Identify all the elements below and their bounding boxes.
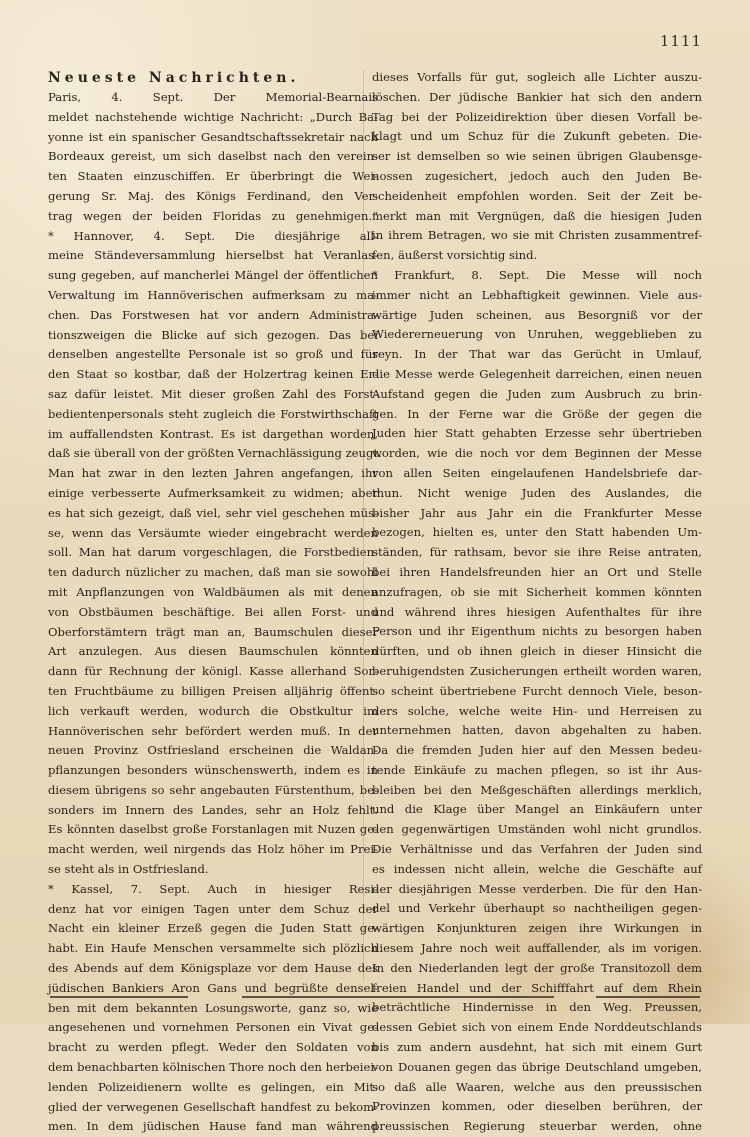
text-line: des Abends auf dem Königsplaze vor dem Hause des [48,961,378,976]
text-line: Die Verhältnisse und das Verfahren der Juden sind [372,842,702,857]
text-line: beträchtliche Hindernisse in den Weg. Preussen, [372,1000,702,1015]
text-line: In den Niederlanden legt der große Transitozoll dem [372,960,702,975]
text-line: von Obstbäumen beschäftige. Bei allen Forst- und [48,604,378,619]
text-line: worden, wie die noch vor dem Beginnen der Messe [372,446,702,461]
text-line: gen. In der Ferne war die Größe der gegen die [372,406,702,421]
text-line: neuen Provinz Ostfriesland erscheinen die Waldan- [48,743,378,758]
text-line: nossen zugesichert, jedoch auch den Juden Be- [372,168,702,183]
text-line: Nacht ein kleiner Erzeß gegen die Juden Statt ge- [48,921,378,936]
text-line: den Staat so kostbar, daß der Holzertrag keinen Er- [48,367,378,382]
text-line: dann für Rechnung der königl. Kasse allerhand Sor- [48,664,378,679]
section-heading: Neueste Nachrichten. [48,70,300,86]
text-line: dem benachbarten kölnischen Thore noch den herbeiei- [48,1060,378,1075]
text-line: scheidenheit empfohlen worden. Seit der Zeit be- [372,188,702,203]
text-line: und während ihres hiesigen Aufenthaltes für ihre [372,604,702,619]
text-line: saz dafür leistet. Mit dieser großen Zahl des Forst- [48,386,378,401]
text-line: klagt und um Schuz für die Zukunft gebeten. Die- [372,129,702,144]
text-line: jüdischen Bankiers Aron Gans und begrüßte densel- [48,980,378,995]
text-line: beruhigendsten Zusicherungen ertheilt worden waren, [372,663,702,678]
text-line: macht werden, weil nirgends das Holz höher im Prei- [48,842,378,857]
text-line: meine Ständeversammlung hierselbst hat Veranlas- [48,248,378,263]
text-line: von allen Seiten eingelaufenen Handelsbriefe dar- [372,465,702,480]
text-line: tionszweigen die Blicke auf sich gezogen. Das bei [48,327,378,342]
text-line: trag wegen der beiden Floridas zu genehmigen.“ [48,208,378,223]
text-line: sonders im Innern des Landes, sehr an Holz fehlt. [48,802,378,817]
text-line: anzufragen, ob sie mit Sicherheit kommen könnten [372,584,702,599]
text-line: ten Staaten einzuschiffen. Er überbringt die Wei- [48,169,378,184]
text-line: bei ihren Handelsfreunden hier an Ort und Stelle [372,564,702,579]
footer-rule-left [50,996,188,998]
text-line: es hat sich gezeigt, daß viel, sehr viel geschehen müs- [48,505,378,520]
text-line: chen. Das Forstwesen hat vor andern Administra- [48,307,378,322]
text-line: freien Handel und der Schifffahrt auf dem Rhein [372,980,702,995]
text-line: und die Klage über Mangel an Einkäufern unter [372,802,702,817]
text-line: * Hannover, 4. Sept. Die diesjährige all- [48,228,378,243]
text-line: mit Anpflanzungen von Waldbäumen als mit denen [48,584,378,599]
text-line: wärtigen Konjunkturen zeigen ihre Wirkungen in [372,921,702,936]
text-line: so daß alle Waaren, welche aus den preussischen [372,1079,702,1094]
text-line: se steht als in Ostfriesland. [48,862,209,877]
text-line: Provinzen kommen, oder dieselben berühren, der [372,1099,702,1114]
text-line: löschen. Der jüdische Bankier hat sich den andern [372,89,702,104]
text-line: diesem Jahre noch weit auffallender, als im vorigen. [372,941,702,956]
text-line: wärtige Juden scheinen, aus Besorgniß vor der [372,307,702,322]
footer-rule-right [596,996,700,998]
text-line: daß sie überall von der größten Vernachlässigung zeugt. [48,446,382,461]
text-line: ten Fruchtbäume zu billigen Preisen alljährig öffent- [48,683,378,698]
text-line: gerung Sr. Maj. des Königs Ferdinand, den Ver- [48,188,378,203]
text-line: pflanzungen besonders wünschenswerth, indem es in [48,763,378,778]
text-line: Aufstand gegen die Juden zum Ausbruch zu brin- [372,386,702,401]
text-line: Man hat zwar in den lezten Jahren angefangen, ihr [48,466,378,481]
text-line: diesem übrigens so sehr angebauten Fürstenthum, be- [48,782,378,797]
text-line: Person und ihr Eigenthum nichts zu besorgen haben [372,624,702,639]
text-line: Oberforstämtern trägt man an, Baumschulen dieser [48,624,378,639]
text-line: Es könnten daselbst große Forstanlagen mit Nuzen ge- [48,822,378,837]
text-line: habt. Ein Haufe Menschen versammelte sich plözlich [48,941,378,956]
text-line: ständen, für rathsam, bevor sie ihre Reise antraten, [372,545,702,560]
text-line: Art anzulegen. Aus diesen Baumschulen könnten [48,644,378,659]
text-line: ben mit dem bekannten Losungsworte, ganz so, wie [48,1000,378,1015]
text-line: einige verbesserte Aufmerksamkeit zu widmen; aber [48,485,378,500]
text-line: meldet nachstehende wichtige Nachricht: „Durch Ba- [48,109,378,124]
text-line: denz hat vor einigen Tagen unter dem Schuz der [48,901,378,916]
text-line: lich verkauft werden, wodurch die Obstkultur im [48,703,378,718]
text-line: unternehmen hatten, davon abgehalten zu haben. [372,723,702,738]
text-line: fen, äußerst vorsichtig sind. [372,248,538,263]
text-line: * Kassel, 7. Sept. Auch in hiesiger Resi- [48,881,378,896]
text-line: del und Verkehr überhaupt so nachtheiligen gegen- [372,901,702,916]
text-line: von Douanen gegen das übrige Deutschland umgeben, [372,1059,702,1074]
text-line: ser ist demselben so wie seinen übrigen Glaubensge- [372,149,702,164]
text-line: die Messe werde Gelegenheit darreichen, einen neuen [372,366,702,381]
text-line: seyn. In der That war das Gerücht in Umlauf, [372,347,702,362]
text-line: bisher Jahr aus Jahr ein die Frankfurter Messe [372,505,702,520]
text-line: Bordeaux gereist, um sich daselbst nach den verein- [48,149,378,164]
text-line: den gegenwärtigen Umständen wohl nicht grundlos. [372,822,702,837]
left-column [48,68,382,1137]
text-line: Hannöverischen sehr befördert werden muß. In der [48,723,378,738]
text-line: so scheint übertriebene Furcht dennoch Viele, beson- [372,683,702,698]
text-line: bleiben bei den Meßgeschäften allerdings merklich, [372,782,702,797]
text-line: Paris, 4. Sept. Der Memorial-Bearnais [48,90,378,104]
text-line: soll. Man hat darum vorgeschlagen, die Forstbedien- [48,545,378,560]
text-line: se, wenn das Versäumte wieder eingebracht werden [48,525,378,540]
text-line: thun. Nicht wenige Juden des Auslandes, die [372,485,702,500]
text-line: Tag bei der Polizeidirektion über diesen Vorfall be- [372,109,702,124]
text-line: denselben angestellte Personale ist so groß und für [48,347,378,362]
text-line: tende Einkäufe zu machen pflegen, so ist ihr Aus- [372,762,702,777]
text-line: bracht zu werden pflegt. Weder den Soldaten von [48,1040,378,1055]
right-column [372,68,702,1137]
text-line: glied der verwegenen Gesellschaft handfest zu bekom- [48,1099,378,1114]
text-line: Wiedererneuerung von Unruhen, weggeblieben zu [372,327,702,342]
text-line: immer nicht an Lebhaftigkeit gewinnen. Viele aus- [372,287,702,302]
text-line: dieses Vorfalls für gut, sogleich alle Lichter auszu- [372,70,702,84]
text-line: bezogen, hielten es, unter den Statt habenden Um- [372,525,702,540]
footer-rule-middle [242,996,554,998]
text-line: im auffallendsten Kontrast. Es ist dargethan worden, [48,426,378,441]
text-line: merkt man mit Vergnügen, daß die hiesigen Juden [372,208,702,223]
text-line: sung gegeben, auf mancherlei Mängel der öffentlichen [48,268,378,283]
text-line: bedientenpersonals steht zugleich die Forstwirthschaft [48,406,378,421]
text-line: in ihrem Betragen, wo sie mit Christen zusammentref- [372,228,702,243]
text-line: Juden hier Statt gehabten Erzesse sehr übertrieben [372,426,702,441]
text-line: dessen Gebiet sich von einem Ende Norddeutschlands [372,1020,702,1035]
text-line: Verwaltung im Hannöverischen aufmerksam zu ma- [48,287,378,302]
page-number: 1111 [659,32,702,50]
text-line: preussischen Regierung steuerbar werden, ohne [372,1119,702,1134]
text-line: angesehenen und vornehmen Personen ein Vivat ge- [48,1020,378,1035]
text-line: es indessen nicht allein, welche die Geschäfte auf [372,861,702,876]
text-line: men. In dem jüdischen Hause fand man während [48,1119,378,1134]
text-line: bis zum andern ausdehnt, hat sich mit einem Gurt [372,1040,702,1055]
text-line: lenden Polizeidienern wollte es gelingen, ein Mit- [48,1079,378,1094]
text-line: Da die fremden Juden hier auf den Messen bedeu- [372,743,702,758]
text-line: der diesjährigen Messe verderben. Die für den Han- [372,881,702,896]
text-line: yonne ist ein spanischer Gesandtschaftssekretair nach [48,129,378,144]
text-line: * Frankfurt, 8. Sept. Die Messe will noch [372,267,702,282]
text-line: ders solche, welche weite Hin- und Herreisen zu [372,703,702,718]
text-line: dürften, und ob ihnen gleich in dieser Hinsicht die [372,644,702,659]
text-line: ten dadurch nüzlicher zu machen, daß man sie sowohl [48,565,378,580]
